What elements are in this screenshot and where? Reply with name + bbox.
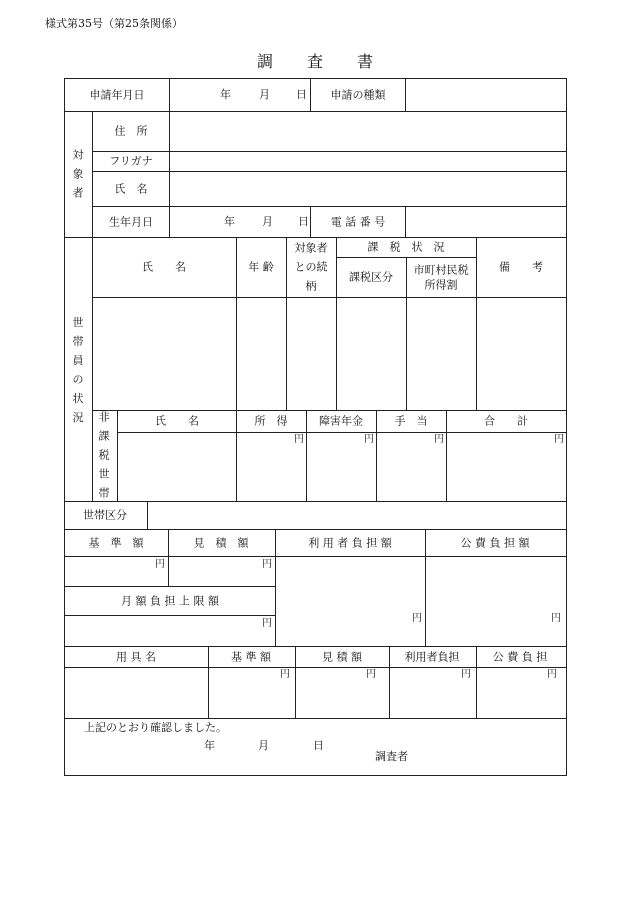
furigana-field[interactable] xyxy=(171,153,565,170)
application-type-field[interactable] xyxy=(407,80,565,110)
confirmation-year-label: 年 xyxy=(204,739,215,752)
subject-label: 対象者 xyxy=(72,148,84,200)
nontax-total-yen: 円 xyxy=(554,434,564,445)
application-date-field[interactable] xyxy=(171,80,309,110)
nontax-allowance-yen: 円 xyxy=(434,434,444,445)
household-class-field[interactable] xyxy=(149,503,565,528)
equipment-standard-header: 基 準 額 xyxy=(231,650,271,664)
confirmation-day-label: 日 xyxy=(313,739,324,752)
furigana-label: フリガナ xyxy=(109,154,153,168)
household-class-label: 世帯区分 xyxy=(83,508,127,522)
form-number: 様式第35号（第25条関係） xyxy=(45,17,183,30)
household-municipal-tax-header-1: 市町村民税 xyxy=(413,263,469,277)
application-year-label: 年 xyxy=(220,88,231,101)
public-burden-yen: 円 xyxy=(551,613,561,624)
nontax-total-header: 合 計 xyxy=(484,414,528,428)
application-month-label: 月 xyxy=(259,88,270,101)
equipment-user-burden-header: 利用者負担 xyxy=(404,650,460,664)
standard-amount-yen: 円 xyxy=(155,559,165,570)
application-date-label: 申請年月日 xyxy=(89,88,145,102)
confirmation-month-label: 月 xyxy=(258,739,269,752)
equipment-name-header: 用 具 名 xyxy=(116,650,156,664)
nontax-allowance-header: 手 当 xyxy=(394,414,428,428)
birth-day-label: 日 xyxy=(298,215,309,228)
equipment-standard-yen: 円 xyxy=(280,669,290,680)
investigator-label: 調査者 xyxy=(375,750,408,763)
equipment-user-burden-yen: 円 xyxy=(461,669,471,680)
household-remarks-header: 備 考 xyxy=(499,260,543,274)
birthdate-label: 生年月日 xyxy=(109,215,153,229)
equipment-public-burden-yen: 円 xyxy=(547,669,557,680)
application-type-label: 申請の種類 xyxy=(330,88,386,102)
confirmation-text: 上記のとおり確認しました。 xyxy=(84,721,227,734)
nontax-household-label: 非課税世帯 xyxy=(98,410,110,500)
title-char-1: 調 xyxy=(256,52,273,71)
public-burden-header: 公 費 負 担 額 xyxy=(460,536,530,550)
nontax-income-yen: 円 xyxy=(294,434,304,445)
name-field[interactable] xyxy=(171,173,565,205)
estimate-amount-header: 見 積 額 xyxy=(193,536,249,550)
household-label: 世帯員の状況 xyxy=(72,316,84,424)
title-char-3: 書 xyxy=(357,52,374,71)
household-age-header: 年 齢 xyxy=(248,260,274,274)
nontax-pension-header: 障害年金 xyxy=(319,414,363,428)
birth-year-label: 年 xyxy=(224,215,235,228)
nontax-name-header: 氏 名 xyxy=(155,414,199,428)
equipment-estimate-header: 見 積 額 xyxy=(322,650,362,664)
household-name-header: 氏 名 xyxy=(142,260,186,274)
user-burden-yen: 円 xyxy=(412,613,422,624)
name-label: 氏 名 xyxy=(114,182,148,196)
address-field[interactable] xyxy=(171,113,565,150)
standard-amount-header: 基 準 額 xyxy=(88,536,144,550)
household-tax-class-header: 課税区分 xyxy=(349,270,393,284)
phone-field[interactable] xyxy=(407,208,565,236)
monthly-limit-header: 月 額 負 担 上 限 額 xyxy=(121,594,219,608)
equipment-estimate-yen: 円 xyxy=(366,669,376,680)
nontax-income-header: 所 得 xyxy=(254,414,288,428)
birth-month-label: 月 xyxy=(262,215,273,228)
household-municipal-tax-header-2: 所得割 xyxy=(424,278,458,292)
monthly-limit-yen: 円 xyxy=(262,618,272,629)
application-day-label: 日 xyxy=(296,88,307,101)
household-relation-header: 対象者との続柄 xyxy=(294,241,328,293)
nontax-pension-yen: 円 xyxy=(364,434,374,445)
address-label: 住 所 xyxy=(114,124,148,138)
title-char-2: 査 xyxy=(306,52,323,71)
household-tax-status-header: 課 税 状 況 xyxy=(367,240,445,254)
phone-label: 電 話 番 号 xyxy=(330,215,386,229)
estimate-amount-yen: 円 xyxy=(262,559,272,570)
equipment-public-burden-header: 公 費 負 担 xyxy=(492,650,548,664)
user-burden-header: 利 用 者 負 担 額 xyxy=(308,536,392,550)
